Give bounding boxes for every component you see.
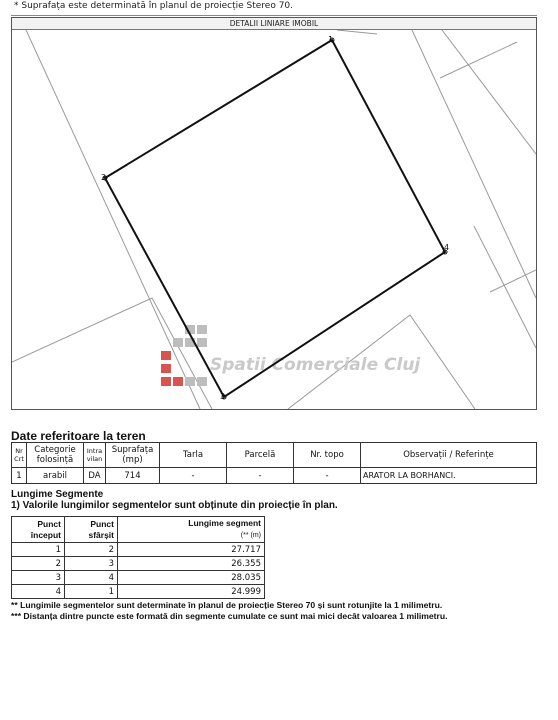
plan-frame	[11, 17, 537, 410]
segment-start-cell: 4	[12, 585, 65, 599]
header-nr-crt: Nr Crt	[12, 443, 27, 468]
segment-end-cell: 4	[65, 571, 118, 585]
watermark-tile	[173, 338, 183, 347]
cell-categorie: arabil	[27, 468, 84, 484]
segments-body	[12, 543, 265, 599]
vertex-label-2: 2	[101, 173, 107, 182]
teren-header-row	[12, 443, 537, 468]
segment-length-cell: 24.999	[118, 585, 265, 599]
teren-section-title: Date referitoare la teren	[11, 429, 146, 443]
header-suprafata: Suprafața (mp)	[106, 443, 160, 468]
cell-tarla: -	[160, 468, 227, 484]
teren-table	[11, 442, 537, 484]
watermark-tile	[197, 377, 207, 386]
segment-start-cell: 2	[12, 557, 65, 571]
table-row	[12, 543, 265, 557]
segment-end-cell: 2	[65, 543, 118, 557]
top-divider	[11, 15, 537, 16]
vertex-label-4: 4	[444, 243, 450, 252]
segment-start-cell: 3	[12, 571, 65, 585]
header-intravilan: Intra vilan	[84, 443, 106, 468]
cell-suprafata: 714	[106, 468, 160, 484]
watermark-tile	[161, 377, 171, 386]
table-row	[12, 585, 265, 599]
segment-end-cell: 1	[65, 585, 118, 599]
cell-nr-topo: -	[294, 468, 361, 484]
projection-note: * Suprafața este determinată în planul de proiecție Stereo 70.	[14, 1, 294, 11]
segment-length-cell: 27.717	[118, 543, 265, 557]
vertex-label-1: 1	[328, 35, 334, 44]
plan-title: DETALII LINIARE IMOBIL	[12, 18, 536, 30]
table-row	[12, 571, 265, 585]
cell-observatii: ARATOR LA BORHANCI.	[361, 468, 537, 484]
length-unit: (** (m)	[240, 532, 261, 539]
footnote-distance: *** Distanța dintre puncte este formată din segmente cumulate ce sunt mai mici decât valoarea 1 milimetru.	[11, 611, 448, 621]
watermark-text: Spatii Comerciale Cluj	[210, 355, 421, 375]
watermark	[161, 325, 421, 386]
header-lungime-segment: Lungime segment (** (m)	[118, 517, 265, 543]
segments-table	[11, 516, 265, 599]
header-tarla: Tarla	[160, 443, 227, 468]
watermark-tile	[185, 377, 195, 386]
header-punct-sfarsit: Punct sfârșit	[65, 517, 118, 543]
segment-length-cell: 28.035	[118, 571, 265, 585]
vertex-label-3: 3	[220, 392, 226, 401]
parcel-plan	[12, 30, 536, 409]
footnote-rounding: ** Lungimile segmentelor sunt determinate în planul de proiecție Stereo 70 și sunt rotunjite la 1 milimetru.	[11, 600, 443, 610]
segments-header-row	[12, 517, 265, 543]
cell-parcela: -	[227, 468, 294, 484]
watermark-tile	[161, 364, 171, 373]
header-parcela: Parcelă	[227, 443, 294, 468]
neighbour-boundaries	[12, 30, 536, 409]
watermark-tile	[161, 351, 171, 360]
watermark-tile	[173, 377, 183, 386]
cell-intravilan: DA	[84, 468, 106, 484]
header-observatii: Observații / Referințe	[361, 443, 537, 468]
table-row	[12, 557, 265, 571]
segment-end-cell: 3	[65, 557, 118, 571]
watermark-tile	[197, 325, 207, 334]
teren-data-row	[12, 468, 537, 484]
watermark-tile	[197, 338, 207, 347]
header-categorie: Categorie folosință	[27, 443, 84, 468]
segment-start-cell: 1	[12, 543, 65, 557]
header-punct-inceput: Punct început	[12, 517, 65, 543]
header-nr-topo: Nr. topo	[294, 443, 361, 468]
segment-length-cell: 26.355	[118, 557, 265, 571]
segments-heading: Lungime Segmente	[11, 489, 104, 500]
parcel-outline	[105, 40, 445, 397]
segments-subheading: 1) Valorile lungimilor segmentelor sunt obținute din proiecție în plan.	[11, 500, 338, 511]
cell-nr-crt: 1	[12, 468, 27, 484]
